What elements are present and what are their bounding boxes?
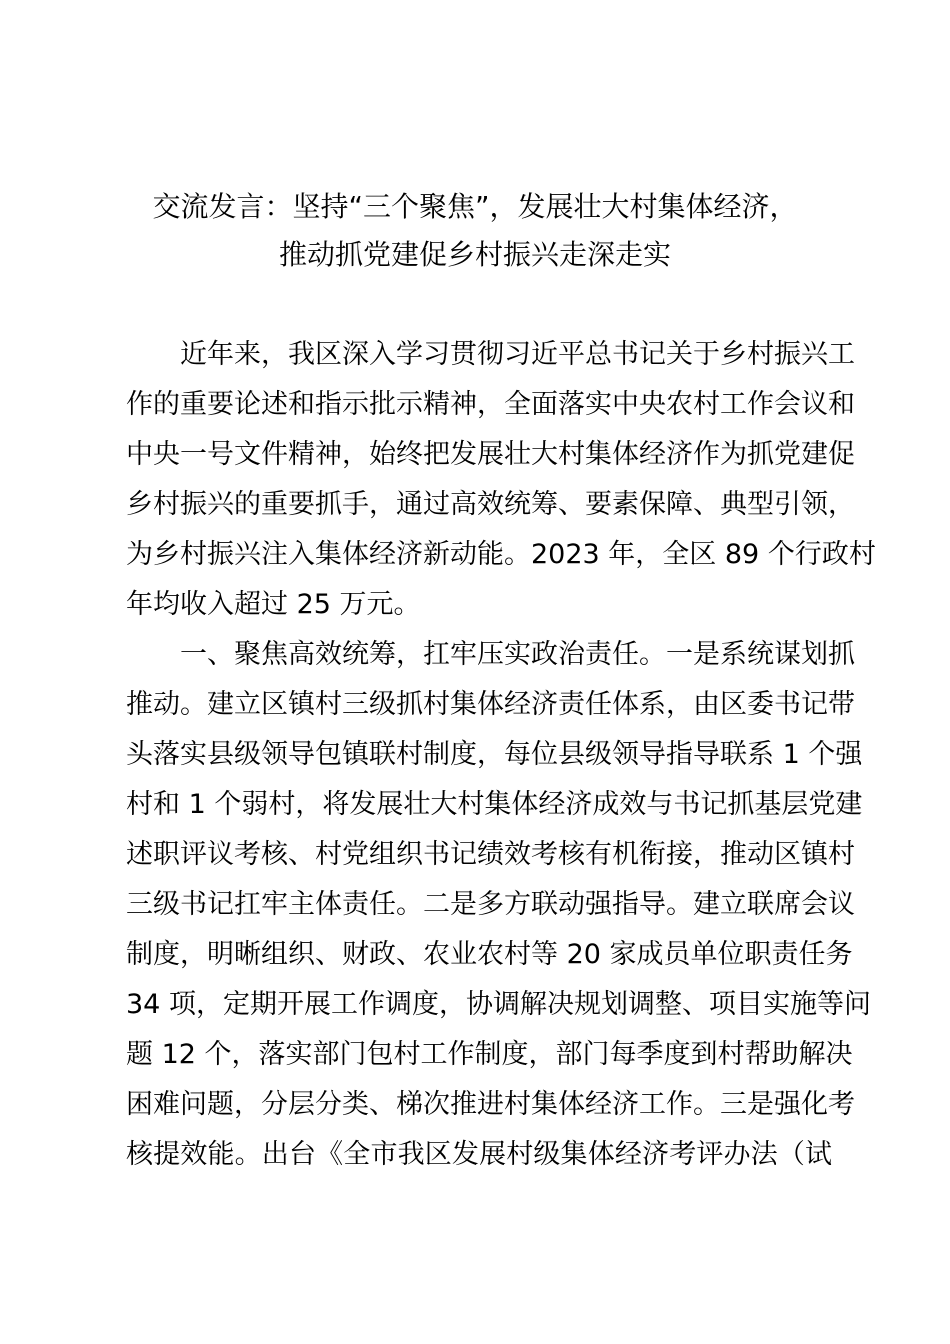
body-line: 推动。建立区镇村三级抓村集体经济责任体系，由区委书记带	[126, 689, 855, 720]
title-line-2: 推动抓党建促乡村振兴走深走实	[278, 238, 671, 271]
body-line: 制度，明晰组织、财政、农业农村等 20 家成员单位职责任务	[126, 939, 853, 970]
body-line: 核提效能。出台《全市我区发展村级集体经济考评办法（试	[126, 1139, 832, 1170]
body-line: 为乡村振兴注入集体经济新动能。2023 年，全区 89 个行政村	[126, 539, 876, 570]
body-line: 乡村振兴的重要抓手，通过高效统筹、要素保障、典型引领，	[126, 489, 855, 520]
body-line: 村和 1 个弱村，将发展壮大村集体经济成效与书记抓基层党建	[126, 789, 863, 820]
body-line: 34 项，定期开展工作调度，协调解决规划调整、项目实施等问	[126, 989, 871, 1020]
body-line: 困难问题，分层分类、梯次推进村集体经济工作。三是强化考	[126, 1089, 855, 1120]
document-body	[126, 330, 876, 1180]
document-title	[80, 183, 870, 279]
body-line: 头落实县级领导包镇联村制度，每位县级领导指导联系 1 个强	[126, 739, 863, 770]
body-line: 中央一号文件精神，始终把发展壮大村集体经济作为抓党建促	[126, 439, 855, 470]
title-line-1: 交流发言：坚持“三个聚焦”，发展壮大村集体经济，	[152, 190, 798, 223]
body-line: 年均收入超过 25 万元。	[126, 589, 421, 620]
body-line: 述职评议考核、村党组织书记绩效考核有机衔接，推动区镇村	[126, 839, 855, 870]
body-line: 近年来，我区深入学习贯彻习近平总书记关于乡村振兴工	[180, 339, 855, 370]
body-line: 三级书记扛牢主体责任。二是多方联动强指导。建立联席会议	[126, 889, 855, 920]
body-line: 一、聚焦高效统筹，扛牢压实政治责任。一是系统谋划抓	[180, 639, 855, 670]
body-line: 作的重要论述和指示批示精神，全面落实中央农村工作会议和	[126, 389, 855, 420]
body-line: 题 12 个，落实部门包村工作制度，部门每季度到村帮助解决	[126, 1039, 853, 1070]
